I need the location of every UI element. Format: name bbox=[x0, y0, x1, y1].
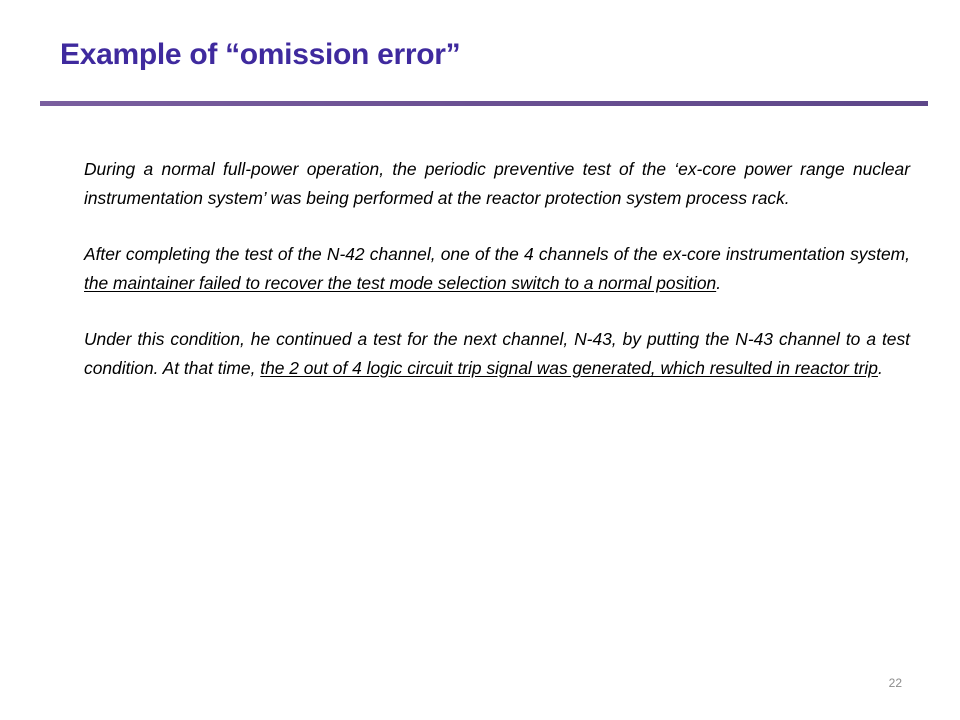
paragraph-3 bbox=[84, 325, 910, 383]
paragraph-3-underlined: the 2 out of 4 logic circuit trip signal was generated, which resulted in reactor trip bbox=[260, 358, 878, 378]
paragraph-2 bbox=[84, 240, 910, 298]
paragraph-2-underlined: the maintainer failed to recover the test mode selection switch to a normal position bbox=[84, 273, 717, 293]
paragraph-1 bbox=[84, 155, 910, 213]
title-divider bbox=[40, 101, 928, 106]
paragraph-3-end: . bbox=[877, 358, 883, 378]
paragraph-1-text: During a normal full-power operation, the periodic preventive test of the ‘ex-core power range nuclear instrumentation system’ was being performed at the reactor protection system process rack. bbox=[84, 159, 910, 208]
body-text bbox=[84, 155, 910, 410]
slide-title: Example of “omission error” bbox=[60, 38, 461, 71]
page-number: 22 bbox=[888, 676, 902, 690]
paragraph-3-text: Under this condition, he continued a test for the next channel, N-43, by putting the N-43 channel to a test condition. At that time, bbox=[84, 329, 910, 378]
paragraph-2-end: . bbox=[716, 273, 722, 293]
paragraph-2-text: After completing the test of the N-42 channel, one of the 4 channels of the ex-core instrumentation system, bbox=[84, 244, 910, 264]
